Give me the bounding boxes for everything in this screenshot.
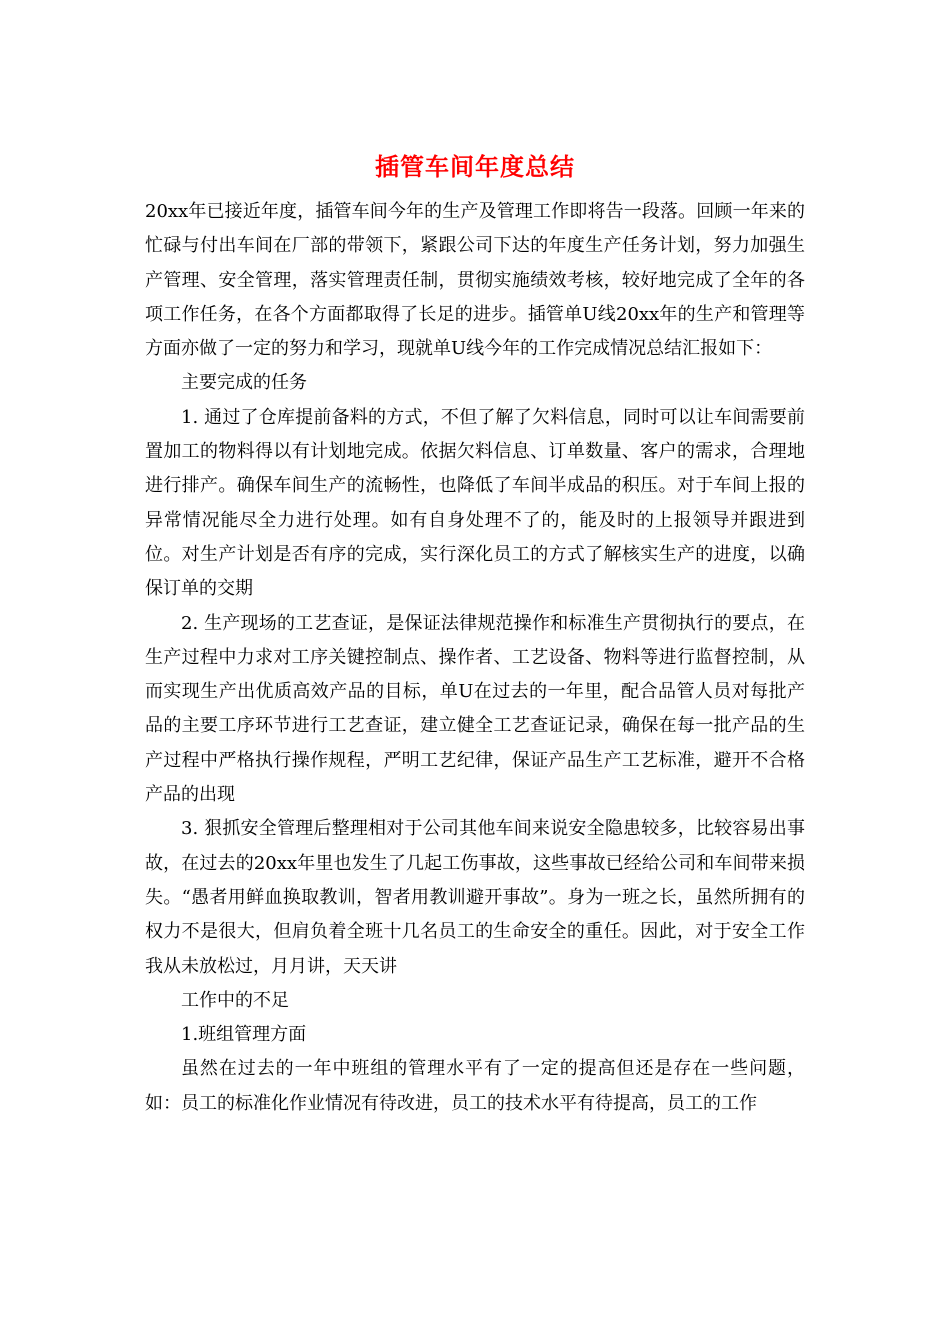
body-paragraph: 工作中的不足 — [181, 989, 289, 1011]
body-paragraph: 3. 狠抓安全管理后整理相对于公司其他车间来说安全隐患较多，比较容易出事故，在过去的20xx年里也发生了几起工伤事故，这些事故已经给公司和车间带来损失。“愚者用鲜血换取教训，智者用教训避开事故”。身为一班之长，虽然所拥有的权力不是很大，但肩负着全班十几名员工的生命安全的重任。因此，对于安全工作我从未放松过，月月讲，天天讲 — [145, 818, 805, 977]
body-paragraph: 2. 生产现场的工艺查证，是保证法律规范操作和标准生产贯彻执行的要点，在生产过程中力求对工序关键控制点、操作者、工艺设备、物料等进行监督控制，从而实现生产出优质高效产品的目标，单U在过去的一年里，配合品管人员对每批产品的主要工序环节进行工艺查证，建立健全工艺查证记录，确保在每一批产品的生产过程中严格执行操作规程，严明工艺纪律，保证产品生产工艺标准，避开不合格产品的出现 — [145, 612, 805, 806]
body-paragraph: 虽然在过去的一年中班组的管理水平有了一定的提高但还是存在一些问题，如：员工的标准化作业情况有待改进，员工的技术水平有待提高，员工的工作 — [145, 1058, 805, 1114]
document-title: 插管车间年度总结 — [375, 153, 575, 181]
body-paragraph: 1. 通过了仓库提前备料的方式，不但了解了欠料信息，同时可以让车间需要前置加工的物料得以有计划地完成。依据欠料信息、订单数量、客户的需求，合理地进行排产。确保车间生产的流畅性，也降低了车间半成品的积压。对于车间上报的异常情况能尽全力进行处理。如有自身处理不了的，能及时的上报领导并跟进到位。对生产计划是否有序的完成，实行深化员工的方式了解核实生产的进度，以确保订单的交期 — [145, 406, 805, 600]
body-paragraph: 20xx年已接近年度，插管车间今年的生产及管理工作即将告一段落。回顾一年来的忙碌与付出车间在厂部的带领下，紧跟公司下达的年度生产任务计划，努力加强生产管理、安全管理，落实管理责任制，贯彻实施绩效考核，较好地完成了全年的各项工作任务，在各个方面都取得了长足的进步。插管单U线20xx年的生产和管理等方面亦做了一定的努力和学习，现就单U线今年的工作完成情况总结汇报如下： — [145, 201, 805, 360]
body-paragraph: 1.班组管理方面 — [181, 1024, 307, 1046]
body-paragraph: 主要完成的任务 — [181, 372, 307, 394]
document-body — [145, 195, 805, 1121]
